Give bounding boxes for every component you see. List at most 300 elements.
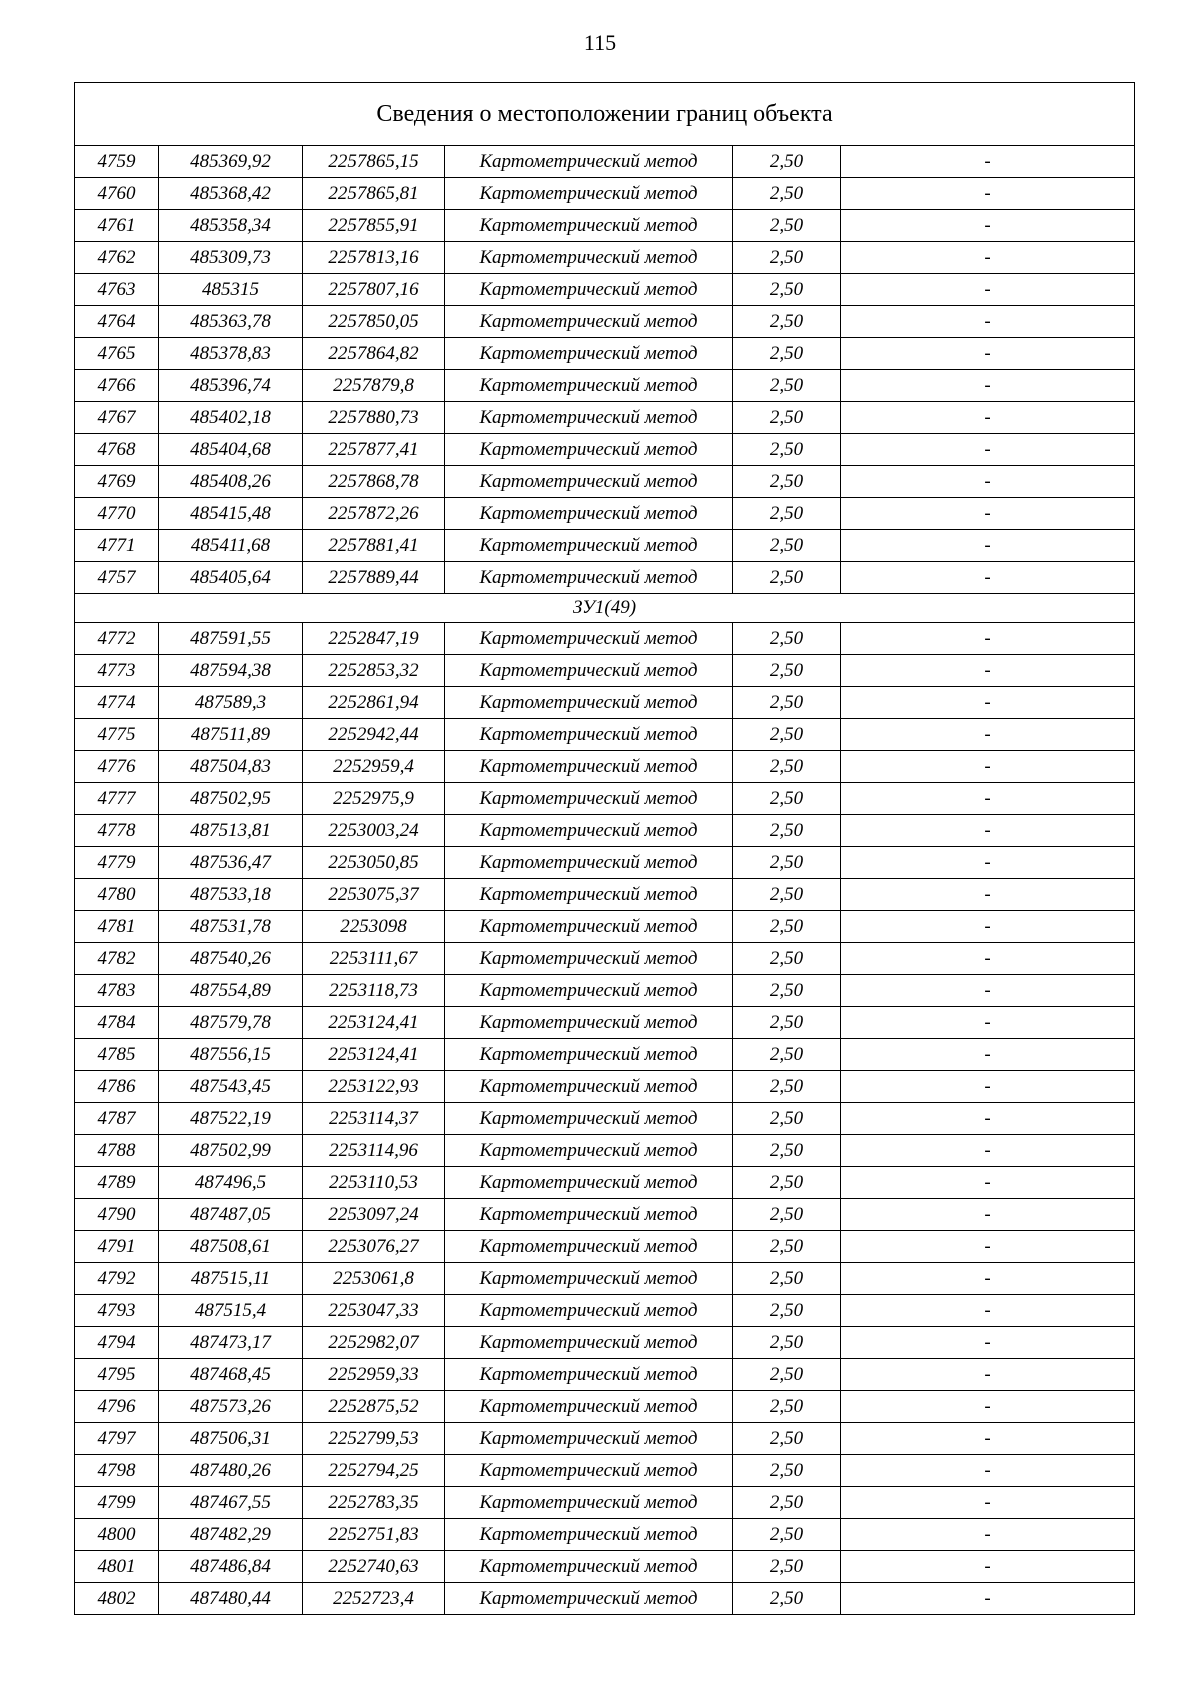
point-number-cell: 4794 [75,1327,159,1359]
description-cell: - [841,1071,1135,1103]
method-cell: Картометрический метод [445,719,733,751]
description-cell: - [841,402,1135,434]
x-coordinate-cell: 487579,78 [159,1007,303,1039]
point-number-cell: 4793 [75,1295,159,1327]
table-row [75,562,1135,594]
x-coordinate-cell: 487591,55 [159,623,303,655]
y-coordinate-cell: 2257850,05 [303,306,445,338]
y-coordinate-cell: 2257879,8 [303,370,445,402]
method-cell: Картометрический метод [445,1359,733,1391]
description-cell: - [841,306,1135,338]
description-cell: - [841,1551,1135,1583]
boundary-coordinates-table [74,82,1135,1615]
x-coordinate-cell: 485404,68 [159,434,303,466]
method-cell: Картометрический метод [445,1487,733,1519]
table-row [75,1391,1135,1423]
y-coordinate-cell: 2257868,78 [303,466,445,498]
method-cell: Картометрический метод [445,1455,733,1487]
accuracy-cell: 2,50 [733,1199,841,1231]
point-number-cell: 4766 [75,370,159,402]
method-cell: Картометрический метод [445,1231,733,1263]
table-row [75,1551,1135,1583]
x-coordinate-cell: 487515,11 [159,1263,303,1295]
y-coordinate-cell: 2253097,24 [303,1199,445,1231]
y-coordinate-cell: 2253114,37 [303,1103,445,1135]
description-cell: - [841,911,1135,943]
table-row [75,1071,1135,1103]
method-cell: Картометрический метод [445,466,733,498]
y-coordinate-cell: 2253003,24 [303,815,445,847]
method-cell: Картометрический метод [445,1199,733,1231]
table-row [75,1359,1135,1391]
point-number-cell: 4781 [75,911,159,943]
table-row [75,879,1135,911]
accuracy-cell: 2,50 [733,210,841,242]
method-cell: Картометрический метод [445,402,733,434]
method-cell: Картометрический метод [445,242,733,274]
accuracy-cell: 2,50 [733,338,841,370]
accuracy-cell: 2,50 [733,562,841,594]
y-coordinate-cell: 2257881,41 [303,530,445,562]
method-cell: Картометрический метод [445,338,733,370]
description-cell: - [841,1103,1135,1135]
accuracy-cell: 2,50 [733,975,841,1007]
accuracy-cell: 2,50 [733,466,841,498]
accuracy-cell: 2,50 [733,1519,841,1551]
point-number-cell: 4759 [75,146,159,178]
section-label: ЗУ1(49) [75,594,1135,623]
method-cell: Картометрический метод [445,879,733,911]
table-row [75,1519,1135,1551]
y-coordinate-cell: 2252875,52 [303,1391,445,1423]
x-coordinate-cell: 487467,55 [159,1487,303,1519]
point-number-cell: 4779 [75,847,159,879]
y-coordinate-cell: 2257864,82 [303,338,445,370]
y-coordinate-cell: 2252975,9 [303,783,445,815]
table-row [75,402,1135,434]
method-cell: Картометрический метод [445,1263,733,1295]
table-row [75,1199,1135,1231]
x-coordinate-cell: 485405,64 [159,562,303,594]
accuracy-cell: 2,50 [733,1071,841,1103]
method-cell: Картометрический метод [445,847,733,879]
table-row [75,783,1135,815]
point-number-cell: 4771 [75,530,159,562]
accuracy-cell: 2,50 [733,1487,841,1519]
x-coordinate-cell: 487511,89 [159,719,303,751]
x-coordinate-cell: 485378,83 [159,338,303,370]
method-cell: Картометрический метод [445,1135,733,1167]
method-cell: Картометрический метод [445,911,733,943]
description-cell: - [841,879,1135,911]
point-number-cell: 4762 [75,242,159,274]
method-cell: Картометрический метод [445,751,733,783]
point-number-cell: 4789 [75,1167,159,1199]
y-coordinate-cell: 2252740,63 [303,1551,445,1583]
point-number-cell: 4773 [75,655,159,687]
table-row [75,1455,1135,1487]
table-row [75,1231,1135,1263]
x-coordinate-cell: 485415,48 [159,498,303,530]
table-row [75,719,1135,751]
method-cell: Картометрический метод [445,1103,733,1135]
x-coordinate-cell: 487508,61 [159,1231,303,1263]
y-coordinate-cell: 2257855,91 [303,210,445,242]
x-coordinate-cell: 487522,19 [159,1103,303,1135]
y-coordinate-cell: 2253124,41 [303,1039,445,1071]
table-row [75,1583,1135,1615]
accuracy-cell: 2,50 [733,146,841,178]
method-cell: Картометрический метод [445,210,733,242]
accuracy-cell: 2,50 [733,1007,841,1039]
x-coordinate-cell: 487556,15 [159,1039,303,1071]
point-number-cell: 4787 [75,1103,159,1135]
description-cell: - [841,434,1135,466]
accuracy-cell: 2,50 [733,242,841,274]
x-coordinate-cell: 487536,47 [159,847,303,879]
accuracy-cell: 2,50 [733,370,841,402]
y-coordinate-cell: 2252982,07 [303,1327,445,1359]
y-coordinate-cell: 2253110,53 [303,1167,445,1199]
y-coordinate-cell: 2253076,27 [303,1231,445,1263]
table-row [75,466,1135,498]
x-coordinate-cell: 487573,26 [159,1391,303,1423]
method-cell: Картометрический метод [445,146,733,178]
method-cell: Картометрический метод [445,498,733,530]
description-cell: - [841,1231,1135,1263]
point-number-cell: 4768 [75,434,159,466]
x-coordinate-cell: 487513,81 [159,815,303,847]
x-coordinate-cell: 487480,26 [159,1455,303,1487]
point-number-cell: 4797 [75,1423,159,1455]
table-row [75,306,1135,338]
table-row [75,1135,1135,1167]
point-number-cell: 4796 [75,1391,159,1423]
y-coordinate-cell: 2252861,94 [303,687,445,719]
description-cell: - [841,146,1135,178]
point-number-cell: 4802 [75,1583,159,1615]
method-cell: Картометрический метод [445,815,733,847]
method-cell: Картометрический метод [445,434,733,466]
x-coordinate-cell: 485358,34 [159,210,303,242]
table-row [75,1039,1135,1071]
y-coordinate-cell: 2253061,8 [303,1263,445,1295]
x-coordinate-cell: 487506,31 [159,1423,303,1455]
method-cell: Картометрический метод [445,687,733,719]
description-cell: - [841,178,1135,210]
method-cell: Картометрический метод [445,975,733,1007]
y-coordinate-cell: 2252959,33 [303,1359,445,1391]
x-coordinate-cell: 487480,44 [159,1583,303,1615]
method-cell: Картометрический метод [445,1423,733,1455]
description-cell: - [841,1295,1135,1327]
y-coordinate-cell: 2252783,35 [303,1487,445,1519]
x-coordinate-cell: 487554,89 [159,975,303,1007]
description-cell: - [841,719,1135,751]
x-coordinate-cell: 487543,45 [159,1071,303,1103]
table-row [75,242,1135,274]
table-row [75,434,1135,466]
description-cell: - [841,370,1135,402]
description-cell: - [841,687,1135,719]
section-header-row [75,594,1135,623]
table-row [75,146,1135,178]
point-number-cell: 4782 [75,943,159,975]
description-cell: - [841,623,1135,655]
accuracy-cell: 2,50 [733,655,841,687]
table-row [75,1103,1135,1135]
accuracy-cell: 2,50 [733,687,841,719]
method-cell: Картометрический метод [445,1295,733,1327]
description-cell: - [841,242,1135,274]
accuracy-cell: 2,50 [733,1455,841,1487]
accuracy-cell: 2,50 [733,1359,841,1391]
method-cell: Картометрический метод [445,1551,733,1583]
method-cell: Картометрический метод [445,655,733,687]
accuracy-cell: 2,50 [733,178,841,210]
accuracy-cell: 2,50 [733,1039,841,1071]
description-cell: - [841,338,1135,370]
table-row [75,911,1135,943]
method-cell: Картометрический метод [445,1583,733,1615]
description-cell: - [841,655,1135,687]
accuracy-cell: 2,50 [733,1103,841,1135]
description-cell: - [841,1423,1135,1455]
method-cell: Картометрический метод [445,1327,733,1359]
x-coordinate-cell: 487487,05 [159,1199,303,1231]
y-coordinate-cell: 2257872,26 [303,498,445,530]
point-number-cell: 4780 [75,879,159,911]
point-number-cell: 4767 [75,402,159,434]
point-number-cell: 4791 [75,1231,159,1263]
x-coordinate-cell: 485315 [159,274,303,306]
description-cell: - [841,1007,1135,1039]
point-number-cell: 4792 [75,1263,159,1295]
table-row [75,370,1135,402]
table-row [75,623,1135,655]
accuracy-cell: 2,50 [733,847,841,879]
accuracy-cell: 2,50 [733,879,841,911]
method-cell: Картометрический метод [445,1071,733,1103]
point-number-cell: 4776 [75,751,159,783]
description-cell: - [841,1327,1135,1359]
description-cell: - [841,1135,1135,1167]
table-row [75,530,1135,562]
accuracy-cell: 2,50 [733,719,841,751]
point-number-cell: 4764 [75,306,159,338]
accuracy-cell: 2,50 [733,1167,841,1199]
y-coordinate-cell: 2253047,33 [303,1295,445,1327]
point-number-cell: 4783 [75,975,159,1007]
method-cell: Картометрический метод [445,178,733,210]
description-cell: - [841,210,1135,242]
description-cell: - [841,562,1135,594]
point-number-cell: 4757 [75,562,159,594]
point-number-cell: 4786 [75,1071,159,1103]
description-cell: - [841,1519,1135,1551]
y-coordinate-cell: 2253114,96 [303,1135,445,1167]
y-coordinate-cell: 2253124,41 [303,1007,445,1039]
accuracy-cell: 2,50 [733,498,841,530]
point-number-cell: 4801 [75,1551,159,1583]
y-coordinate-cell: 2257865,81 [303,178,445,210]
x-coordinate-cell: 485368,42 [159,178,303,210]
y-coordinate-cell: 2252794,25 [303,1455,445,1487]
description-cell: - [841,975,1135,1007]
point-number-cell: 4790 [75,1199,159,1231]
accuracy-cell: 2,50 [733,783,841,815]
x-coordinate-cell: 485363,78 [159,306,303,338]
accuracy-cell: 2,50 [733,751,841,783]
table-row [75,751,1135,783]
y-coordinate-cell: 2253098 [303,911,445,943]
y-coordinate-cell: 2252959,4 [303,751,445,783]
description-cell: - [841,1039,1135,1071]
description-cell: - [841,1263,1135,1295]
y-coordinate-cell: 2257807,16 [303,274,445,306]
accuracy-cell: 2,50 [733,815,841,847]
point-number-cell: 4774 [75,687,159,719]
method-cell: Картометрический метод [445,623,733,655]
y-coordinate-cell: 2257877,41 [303,434,445,466]
x-coordinate-cell: 487496,5 [159,1167,303,1199]
accuracy-cell: 2,50 [733,306,841,338]
y-coordinate-cell: 2253050,85 [303,847,445,879]
accuracy-cell: 2,50 [733,1391,841,1423]
point-number-cell: 4772 [75,623,159,655]
description-cell: - [841,1583,1135,1615]
x-coordinate-cell: 485411,68 [159,530,303,562]
point-number-cell: 4770 [75,498,159,530]
accuracy-cell: 2,50 [733,1263,841,1295]
y-coordinate-cell: 2257865,15 [303,146,445,178]
description-cell: - [841,751,1135,783]
accuracy-cell: 2,50 [733,911,841,943]
table-row [75,1007,1135,1039]
description-cell: - [841,847,1135,879]
table-row [75,1327,1135,1359]
y-coordinate-cell: 2252723,4 [303,1583,445,1615]
x-coordinate-cell: 487533,18 [159,879,303,911]
point-number-cell: 4778 [75,815,159,847]
page-number: 115 [583,30,617,55]
point-number-cell: 4777 [75,783,159,815]
table-row [75,210,1135,242]
table-row [75,1167,1135,1199]
y-coordinate-cell: 2253111,67 [303,943,445,975]
accuracy-cell: 2,50 [733,1583,841,1615]
accuracy-cell: 2,50 [733,1551,841,1583]
accuracy-cell: 2,50 [733,530,841,562]
accuracy-cell: 2,50 [733,1231,841,1263]
point-number-cell: 4795 [75,1359,159,1391]
y-coordinate-cell: 2257813,16 [303,242,445,274]
accuracy-cell: 2,50 [733,402,841,434]
accuracy-cell: 2,50 [733,1423,841,1455]
point-number-cell: 4799 [75,1487,159,1519]
table-row [75,274,1135,306]
table-row [75,338,1135,370]
x-coordinate-cell: 487504,83 [159,751,303,783]
y-coordinate-cell: 2253118,73 [303,975,445,1007]
y-coordinate-cell: 2253075,37 [303,879,445,911]
point-number-cell: 4775 [75,719,159,751]
method-cell: Картометрический метод [445,1391,733,1423]
x-coordinate-cell: 487515,4 [159,1295,303,1327]
table-row [75,178,1135,210]
table-row [75,847,1135,879]
description-cell: - [841,783,1135,815]
description-cell: - [841,530,1135,562]
x-coordinate-cell: 487482,29 [159,1519,303,1551]
point-number-cell: 4798 [75,1455,159,1487]
description-cell: - [841,1359,1135,1391]
table-row [75,1295,1135,1327]
x-coordinate-cell: 487540,26 [159,943,303,975]
y-coordinate-cell: 2252799,53 [303,1423,445,1455]
table-row [75,975,1135,1007]
method-cell: Картометрический метод [445,274,733,306]
method-cell: Картометрический метод [445,1167,733,1199]
x-coordinate-cell: 487502,99 [159,1135,303,1167]
x-coordinate-cell: 487473,17 [159,1327,303,1359]
description-cell: - [841,815,1135,847]
x-coordinate-cell: 485369,92 [159,146,303,178]
method-cell: Картометрический метод [445,562,733,594]
x-coordinate-cell: 487589,3 [159,687,303,719]
description-cell: - [841,943,1135,975]
description-cell: - [841,1199,1135,1231]
table-row [75,815,1135,847]
method-cell: Картометрический метод [445,1007,733,1039]
y-coordinate-cell: 2252853,32 [303,655,445,687]
description-cell: - [841,1455,1135,1487]
table-row [75,498,1135,530]
x-coordinate-cell: 487594,38 [159,655,303,687]
point-number-cell: 4765 [75,338,159,370]
accuracy-cell: 2,50 [733,1295,841,1327]
table-row [75,687,1135,719]
description-cell: - [841,466,1135,498]
point-number-cell: 4800 [75,1519,159,1551]
table-row [75,655,1135,687]
description-cell: - [841,274,1135,306]
y-coordinate-cell: 2252751,83 [303,1519,445,1551]
x-coordinate-cell: 485396,74 [159,370,303,402]
point-number-cell: 4763 [75,274,159,306]
y-coordinate-cell: 2252847,19 [303,623,445,655]
accuracy-cell: 2,50 [733,274,841,306]
description-cell: - [841,1487,1135,1519]
point-number-cell: 4784 [75,1007,159,1039]
accuracy-cell: 2,50 [733,943,841,975]
point-number-cell: 4785 [75,1039,159,1071]
y-coordinate-cell: 2252942,44 [303,719,445,751]
table-title-row [75,83,1135,146]
method-cell: Картометрический метод [445,1039,733,1071]
method-cell: Картометрический метод [445,943,733,975]
description-cell: - [841,1167,1135,1199]
description-cell: - [841,498,1135,530]
point-number-cell: 4760 [75,178,159,210]
x-coordinate-cell: 487486,84 [159,1551,303,1583]
accuracy-cell: 2,50 [733,1135,841,1167]
table-row [75,1423,1135,1455]
x-coordinate-cell: 487531,78 [159,911,303,943]
point-number-cell: 4788 [75,1135,159,1167]
accuracy-cell: 2,50 [733,1327,841,1359]
accuracy-cell: 2,50 [733,434,841,466]
